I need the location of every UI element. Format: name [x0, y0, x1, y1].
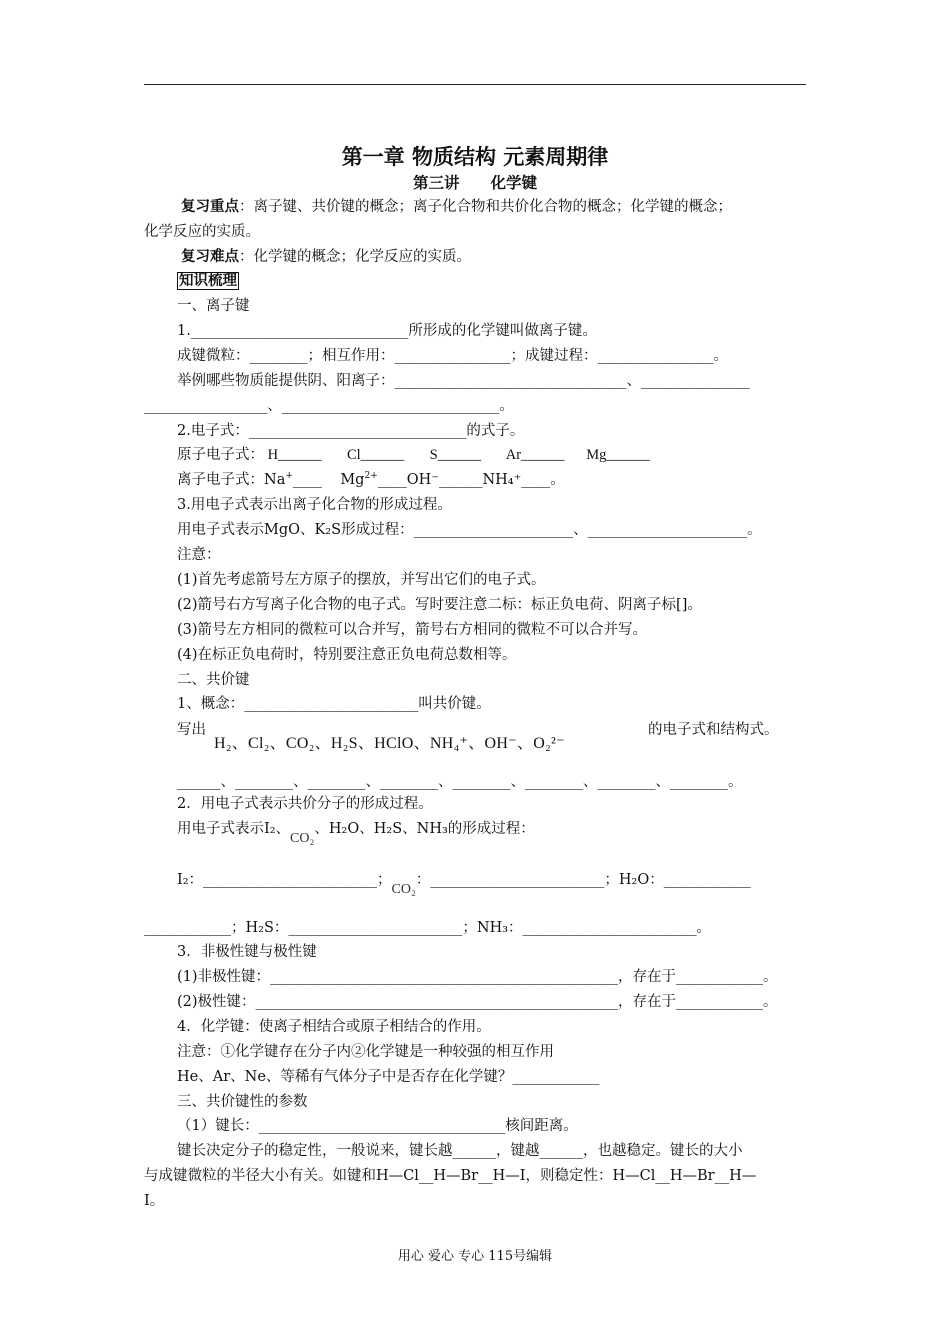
page-footer: 用心 爱心 专心 115号编辑	[397, 1249, 553, 1264]
ionic-examples: 举例哪些物质能提供阴、阳离子：________________________________、_______________	[177, 373, 750, 389]
ion-na: Na+____	[264, 471, 322, 488]
co2-h2o-answer: ：________________________；H₂O：____________	[415, 872, 751, 888]
ionic-formation-q: 3.用电子式表示出离子化合物的形成过程。	[177, 497, 452, 513]
atom-s: S______	[429, 447, 482, 463]
bond-length-para-2: 与成键微粒的半径大小有关。如键和H—Cl__H—Br__H—I，则稳定性：H—Cl__H—Br__H—	[144, 1168, 757, 1184]
review-focus-cont: 化学反应的实质。	[144, 224, 260, 240]
atom-mg: Mg______	[586, 447, 650, 463]
ionic-formation-example: 用电子式表示MgO、K₂S形成过程：______________________、______________________。	[177, 522, 762, 538]
ion-nh4: NH₄⁺____。	[482, 472, 565, 488]
note-2: (2)箭号右方写离子化合物的电子式。写时要注意二标：标正负电荷、阴离子标[]。	[177, 597, 702, 613]
covalent-concept: 1、概念：________________________叫共价键。	[177, 696, 491, 712]
bond-length-para-3: I。	[144, 1193, 165, 1209]
ion-mg: $Mg^{2+}\_\_\_\_$	[340, 471, 407, 488]
formation-answers-1	[177, 870, 751, 897]
covalent-formation-q: 2．用电子式表示共价分子的形成过程。	[177, 796, 433, 812]
chemical-bond-note: 注意：①化学键存在分子内②化学键是一种较强的相互作用	[177, 1044, 554, 1060]
knowledge-section-heading	[177, 271, 239, 291]
knowledge-box-label: 知识梳理	[179, 273, 237, 289]
polar-bond: (2)极性键：__________________________________________________，存在于____________。	[177, 994, 778, 1010]
atoms-label: 原子电子式：	[177, 447, 264, 463]
atom-cl: Cl______	[346, 447, 405, 463]
ionic-particles: 成键微粒：________；相互作用：________________；成键过程：________________。	[177, 348, 728, 364]
atom-ar: Ar______	[505, 447, 565, 463]
electron-formula-def: 2.电子式：______________________________的式子。	[177, 423, 525, 439]
section-ionic-title: 一、离子键	[177, 298, 250, 314]
lesson-subtitle: 第三讲 化学键	[412, 174, 537, 192]
review-difficulty-line	[181, 247, 471, 267]
covalent-formation-example: 用电子式表示I₂、CO₂、H₂O、H₂S、NH₃的形成过程：	[177, 819, 535, 840]
covalent-answer-blanks: ______、________、________、________、________、________、________、________。	[177, 774, 743, 790]
note-4: (4)在标正负电荷时，特别要注意正负电荷总数相等。	[177, 647, 517, 663]
review-difficulty-text: ：化学键的概念；化学反应的实质。	[239, 249, 471, 265]
bond-parameters-title: 三、共价键性的参数	[177, 1094, 308, 1110]
section-covalent-title: 二、共价键	[177, 672, 250, 688]
noble-gas-question: He、Ar、Ne、等稀有气体分子中是否存在化学键？____________	[177, 1069, 600, 1085]
write-suffix: 的电子式和结构式。	[648, 722, 779, 738]
co2-answer-label: CO₂	[391, 882, 416, 897]
note-label: 注意：	[177, 547, 221, 563]
formula-list: H₂、Cl₂、CO₂、H₂S、HClO、NH₄⁺、OH⁻、O₂²⁻	[214, 735, 565, 752]
bond-length-para-1: 键长决定分子的稳定性，一般说来，键长越______，键越______，也越稳定。键长的大小	[177, 1143, 743, 1159]
polarity-title: 3．非极性键与极性键	[177, 944, 317, 960]
review-focus-line	[181, 197, 732, 217]
note-3: (3)箭号左方相同的微粒可以合并写，箭号右方相同的微粒不可以合并写。	[177, 622, 648, 638]
write-pre: 写出	[177, 722, 206, 738]
review-difficulty-label: 复习难点	[181, 249, 239, 265]
review-focus-text: ：离子键、共价键的概念；离子化合物和共价化合物的概念；化学键的概念；	[239, 199, 732, 215]
ions-label: 离子电子式：	[177, 472, 264, 488]
formation-answers-2: ____________；H₂S：________________________；NH₃：________________________。	[144, 920, 712, 936]
ion-electron-formulas	[177, 470, 565, 490]
atom-h: H______	[267, 447, 322, 463]
note-1: (1)首先考虑箭号左方原子的摆放，并写出它们的电子式。	[177, 572, 546, 588]
ion-oh: OH⁻______	[406, 472, 483, 488]
review-focus-label: 复习重点	[181, 199, 239, 215]
ionic-examples-cont: _________________、______________________________。	[144, 398, 514, 414]
write-formulas-prompt	[177, 720, 206, 740]
co2-formula: CO₂	[290, 831, 315, 846]
top-rule	[144, 84, 806, 85]
page-title: 第一章 物质结构 元素周期律	[341, 145, 609, 169]
ionic-q1: 1.______________________________所形成的化学键叫做离子键。	[177, 323, 597, 339]
nonpolar-bond: (1)非极性键：________________________________________________，存在于____________。	[177, 969, 778, 985]
atom-electron-formulas	[177, 445, 650, 465]
i2-answer: I₂：________________________；	[177, 872, 392, 888]
chemical-bond-def: 4．化学键：使离子相结合或原子相结合的作用。	[177, 1019, 491, 1035]
bond-length: （1）键长：__________________________________核间距离。	[177, 1118, 578, 1134]
